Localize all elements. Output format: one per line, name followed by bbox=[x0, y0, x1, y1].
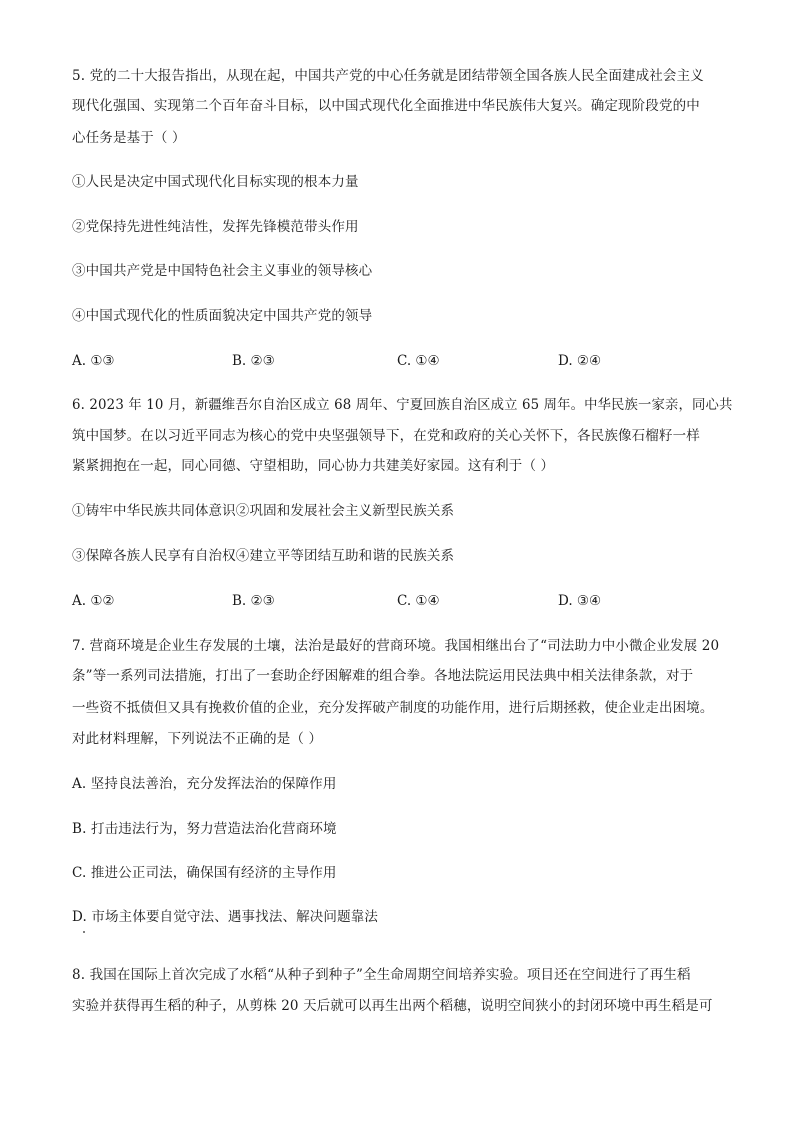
q6-stem-line-3: 紧紧拥抱在一起，同心同德、守望相助，同心协力共建美好家园。这有利于（ ） bbox=[72, 458, 555, 474]
q7-option-a[interactable]: A. 坚持良法善治，充分发挥法治的保障作用 bbox=[72, 776, 337, 792]
q7-option-c[interactable]: C. 推进公正司法，确保国有经济的主导作用 bbox=[72, 865, 337, 881]
q6-option-a[interactable]: A. ①② bbox=[72, 593, 115, 609]
q6-statement-1: ①铸牢中华民族共同体意识②巩固和发展社会主义新型民族关系 bbox=[72, 503, 455, 519]
q7-stem-line-2: 条”等一系列司法措施，打出了一套助企纾困解难的组合拳。各地法院运用民法典中相关法律条款，对于 bbox=[72, 668, 694, 684]
q5-stem-line-3: 心任务是基于（ ） bbox=[72, 130, 186, 146]
q5-option-a[interactable]: A. ①③ bbox=[72, 353, 115, 369]
q6-stem-line-2: 筑中国梦。在以习近平同志为核心的党中央坚强领导下，在党和政府的关心关怀下，各民族像石榴籽一样 bbox=[72, 428, 700, 444]
q7-option-b[interactable]: B. 打击违法行为，努力营造法治化营商环境 bbox=[72, 821, 337, 837]
q5-option-c[interactable]: C. ①④ bbox=[397, 353, 440, 369]
q5-option-d[interactable]: D. ②④ bbox=[558, 353, 602, 369]
q7-stem-line-1: 7. 营商环境是企业生存发展的土壤，法治是最好的营商环境。我国相继出台了“司法助力中小微企业发展 20 bbox=[72, 638, 720, 654]
q6-option-d[interactable]: D. ③④ bbox=[558, 593, 602, 609]
q5-statement-1: ①人民是决定中国式现代化目标实现的根本力量 bbox=[72, 174, 359, 190]
q7-stem-line-4: 对此材料理解，下列说法不正确的是（ ） bbox=[72, 731, 323, 747]
q6-option-c[interactable]: C. ①④ bbox=[397, 593, 440, 609]
q5-option-b[interactable]: B. ②③ bbox=[232, 353, 275, 369]
q5-stem-line-2: 现代化强国、实现第二个百年奋斗目标，以中国式现代化全面推进中华民族伟大复兴。确定现阶段党的中 bbox=[72, 98, 700, 114]
q6-statement-2: ③保障各族人民享有自治权④建立平等团结互助和谐的民族关系 bbox=[72, 548, 455, 564]
q6-stem-line-1: 6. 2023 年 10 月，新疆维吾尔自治区成立 68 周年、宁夏回族自治区成立 65 周年。中华民族一家亲，同心共 bbox=[72, 397, 733, 413]
q8-stem-line-2: 实验并获得再生稻的种子，从剪株 20 天后就可以再生出两个稻穗，说明空间狭小的封闭环境中再生稻是可 bbox=[72, 998, 713, 1014]
q5-statement-3: ③中国共产党是中国特色社会主义事业的领导核心 bbox=[72, 263, 373, 279]
q6-option-b[interactable]: B. ②③ bbox=[232, 593, 275, 609]
q7-stem-line-3: 一些资不抵债但又具有挽救价值的企业，充分发挥破产制度的功能作用，进行后期拯救，使企业走出困境。 bbox=[72, 700, 714, 716]
q8-stem-line-1: 8. 我国在国际上首次完成了水稻“从种子到种子”全生命周期空间培养实验。项目还在空间进行了再生稻 bbox=[72, 967, 691, 983]
stray-mark-dot bbox=[83, 931, 85, 933]
q5-statement-4: ④中国式现代化的性质面貌决定中国共产党的领导 bbox=[72, 308, 373, 324]
q5-statement-2: ②党保持先进性纯洁性，发挥先锋模范带头作用 bbox=[72, 219, 359, 235]
q7-option-d[interactable]: D. 市场主体要自觉守法、遇事找法、解决问题靠法 bbox=[72, 909, 379, 925]
q5-stem-line-1: 5. 党的二十大报告指出，从现在起，中国共产党的中心任务就是团结带领全国各族人民全面建成社会主义 bbox=[72, 68, 704, 84]
